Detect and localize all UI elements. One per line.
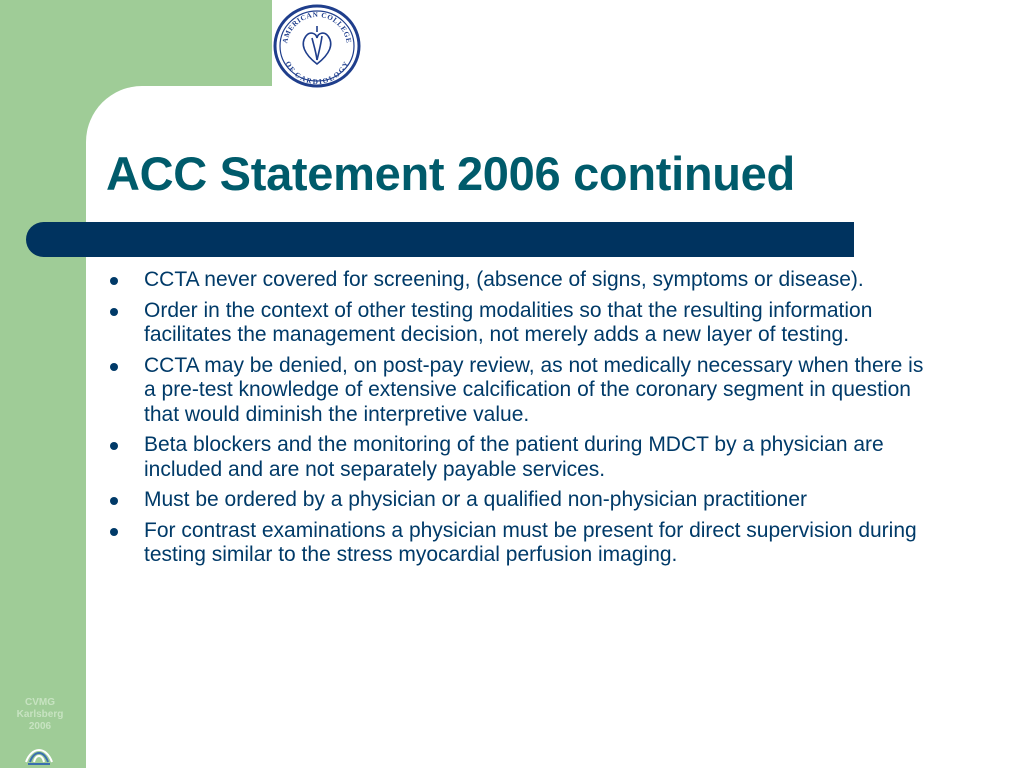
watermark-line: Karlsberg: [16, 709, 64, 720]
bullet-item: [108, 354, 938, 428]
seal-text-bottom: OF CARDIOLOGY: [283, 59, 351, 86]
bullet-item: [108, 268, 938, 293]
bullet-dot-icon: [110, 308, 118, 316]
bullet-dot-icon: [110, 442, 118, 450]
bullet-text: Beta blockers and the monitoring of the patient during MDCT by a physician are included and are not separately payable services.: [144, 433, 884, 481]
bullet-dot-icon: [110, 528, 118, 536]
watermark-line: CVMG: [25, 697, 55, 708]
bullet-item: [108, 519, 938, 568]
cvmg-logo-icon: [24, 740, 54, 766]
bullet-dot-icon: [110, 497, 118, 505]
bullet-text: Must be ordered by a physician or a qualified non-physician practitioner: [144, 488, 808, 511]
acc-seal-logo: [272, 2, 362, 88]
seal-text-top: AMERICAN COLLEGE: [281, 10, 353, 45]
bullet-item: [108, 433, 938, 482]
bullet-text: CCTA may be denied, on post-pay review, as not medically necessary when there is a pre-test knowledge of extensive calcification of the coronary segment in question that would diminish the interpretive value.: [144, 353, 924, 426]
bullet-text: For contrast examinations a physician must be present for direct supervision during testing similar to the stress myocardial perfusion imaging.: [144, 518, 917, 566]
bullet-dot-icon: [110, 277, 118, 285]
cvmg-watermark: [6, 697, 74, 733]
watermark-line: 2006: [28, 721, 52, 732]
title-divider-bar: [26, 222, 854, 257]
bullet-item: [108, 299, 938, 348]
bullet-list: [108, 268, 938, 574]
bullet-dot-icon: [110, 363, 118, 371]
bullet-text: CCTA never covered for screening, (absence of signs, symptoms or disease).: [144, 268, 864, 291]
header-white-band: [272, 0, 1024, 90]
bullet-item: [108, 488, 938, 513]
slide-title: ACC Statement 2006 continued: [106, 147, 795, 200]
bullet-text: Order in the context of other testing modalities so that the resulting information facilitates the management decision, not merely adds a new layer of testing.: [144, 298, 873, 346]
